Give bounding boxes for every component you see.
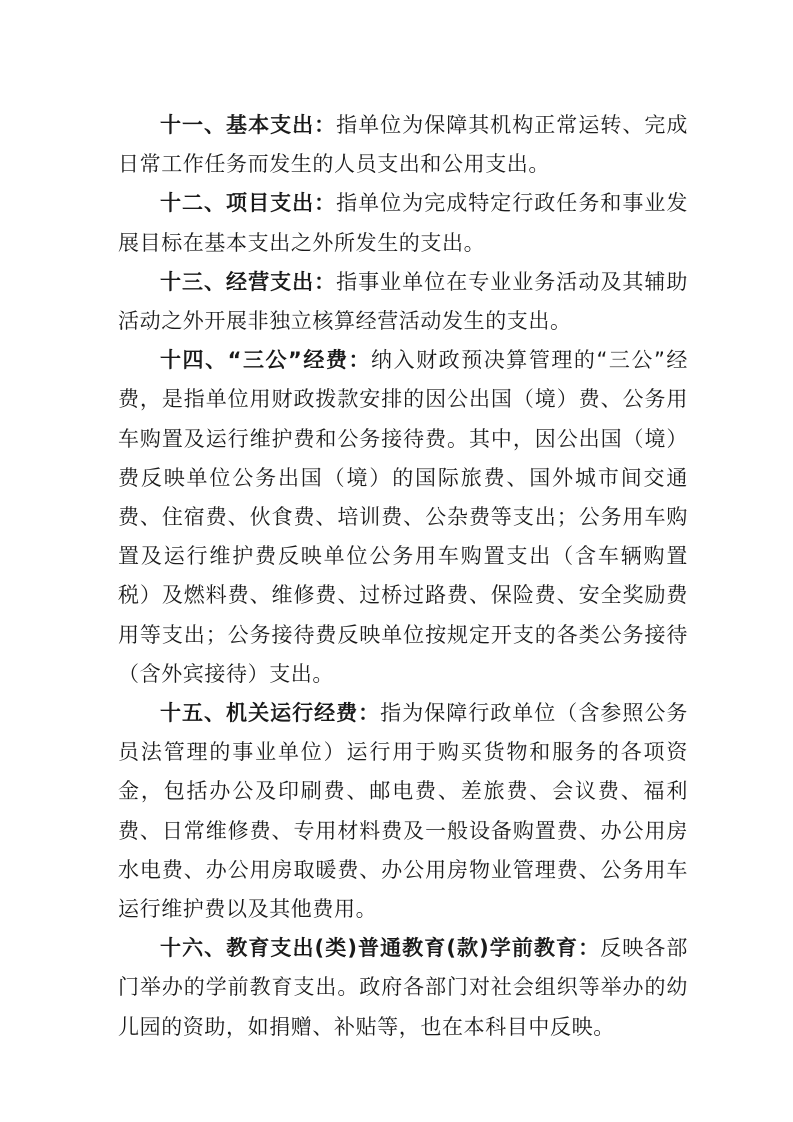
term-definition: 指单位为保障其机构正常运转、完成日常工作任务而发生的人员支出和公用支出。 [118, 113, 688, 177]
term-heading: 十二、项目支出： [160, 191, 337, 216]
document-body [118, 106, 688, 1047]
term-heading: 十四、“三公”经费： [160, 348, 372, 373]
term-heading: 十五、机关运行经费： [160, 701, 381, 726]
paragraph-preschool-education [118, 929, 688, 1047]
paragraph-project-expenditure [118, 184, 688, 262]
paragraph-operating-expenditure [118, 263, 688, 341]
term-heading: 十六、教育支出(类)普通教育(款)学前教育： [160, 936, 601, 961]
term-definition: 指事业单位在专业业务活动及其辅助活动之外开展非独立核算经营活动发生的支出。 [118, 269, 688, 334]
term-definition: 指单位为完成特定行政任务和事业发展目标在基本支出之外所发生的支出。 [118, 191, 688, 255]
term-definition: 指为保障行政单位（含参照公务员法管理的事业单位）运行用于购买货物和服务的各项资金，包括办公及印刷费、邮电费、差旅费、会议费、福利费、日常维修费、专用材料费及一般设备购置费、办公用房水电费、办公用房取暖费、办公用房物业管理费、公务用车运行维护费以及其他费用。 [118, 701, 688, 922]
term-heading: 十三、经营支出： [160, 269, 337, 294]
term-heading: 十一、基本支出： [160, 113, 337, 137]
paragraph-three-public-funds [118, 341, 688, 694]
term-definition: 纳入财政预决算管理的“三公”经费，是指单位用财政拨款安排的因公出国（境）费、公务用车购置及运行维护费和公务接待费。其中，因公出国（境）费反映单位公务出国（境）的国际旅费、国外城市间交通费、住宿费、伙食费、培训费、公杂费等支出；公务用车购置及运行维护费反映单位公务用车购置支出（含车辆购置税）及燃料费、维修费、过桥过路费、保险费、安全奖励费用等支出；公务接待费反映单位按规定开支的各类公务接待（含外宾接待）支出。 [118, 348, 688, 686]
paragraph-agency-operating-funds [118, 694, 688, 929]
paragraph-basic-expenditure [118, 106, 688, 184]
term-definition: 反映各部门举办的学前教育支出。政府各部门对社会组织等举办的幼儿园的资助，如捐赠、补贴等，也在本科目中反映。 [118, 936, 688, 1039]
